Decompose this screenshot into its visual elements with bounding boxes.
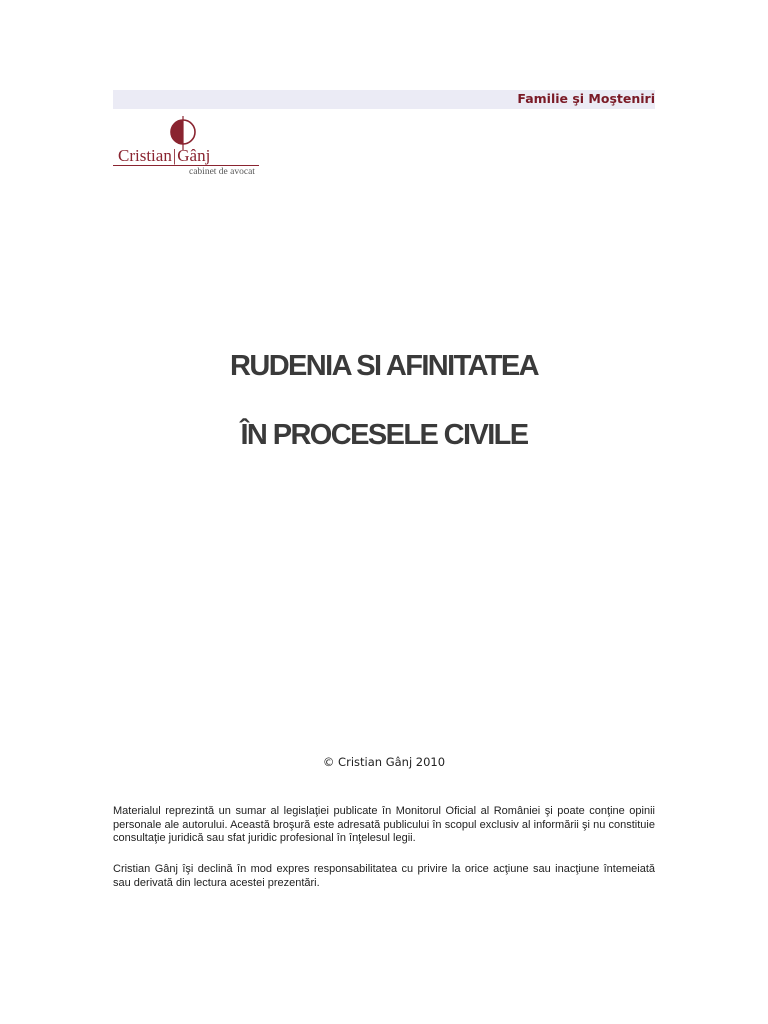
logo-name [118, 146, 210, 166]
disclaimer-paragraph-2: Cristian Gânj îşi declină în mod expres responsabilitatea cu privire la orice acţiune sau inacţiune întemeiată sau derivată din lectura acestei prezentări. [113, 863, 655, 889]
logo-subtitle: cabinet de avocat [189, 167, 255, 177]
header-bar [113, 90, 655, 109]
logo-separator: | [172, 146, 177, 165]
document-title-line-2: ÎN PROCESELE CIVILE [240, 419, 528, 451]
logo [113, 115, 263, 185]
logo-first-name: Cristian [118, 146, 172, 165]
copyright-notice: © Cristian Gânj 2010 [322, 755, 446, 769]
document-title-line-1: RUDENIA SI AFINITATEA [230, 350, 538, 382]
header-category-label: Familie şi Moşteniri [517, 91, 655, 106]
disclaimer-paragraph-1: Materialul reprezintă un sumar al legislaţiei publicate în Monitorul Oficial al României şi poate conţine opinii personale ale autorului. Această broşură este adresată publicului în scopul exclusiv al informării şi nu constituie consultaţie juridică sau sfat juridic profesional în înţelesul legii. [113, 805, 655, 844]
logo-rule [113, 165, 259, 166]
logo-circle-icon [165, 116, 201, 150]
logo-last-name: Gânj [177, 146, 211, 165]
